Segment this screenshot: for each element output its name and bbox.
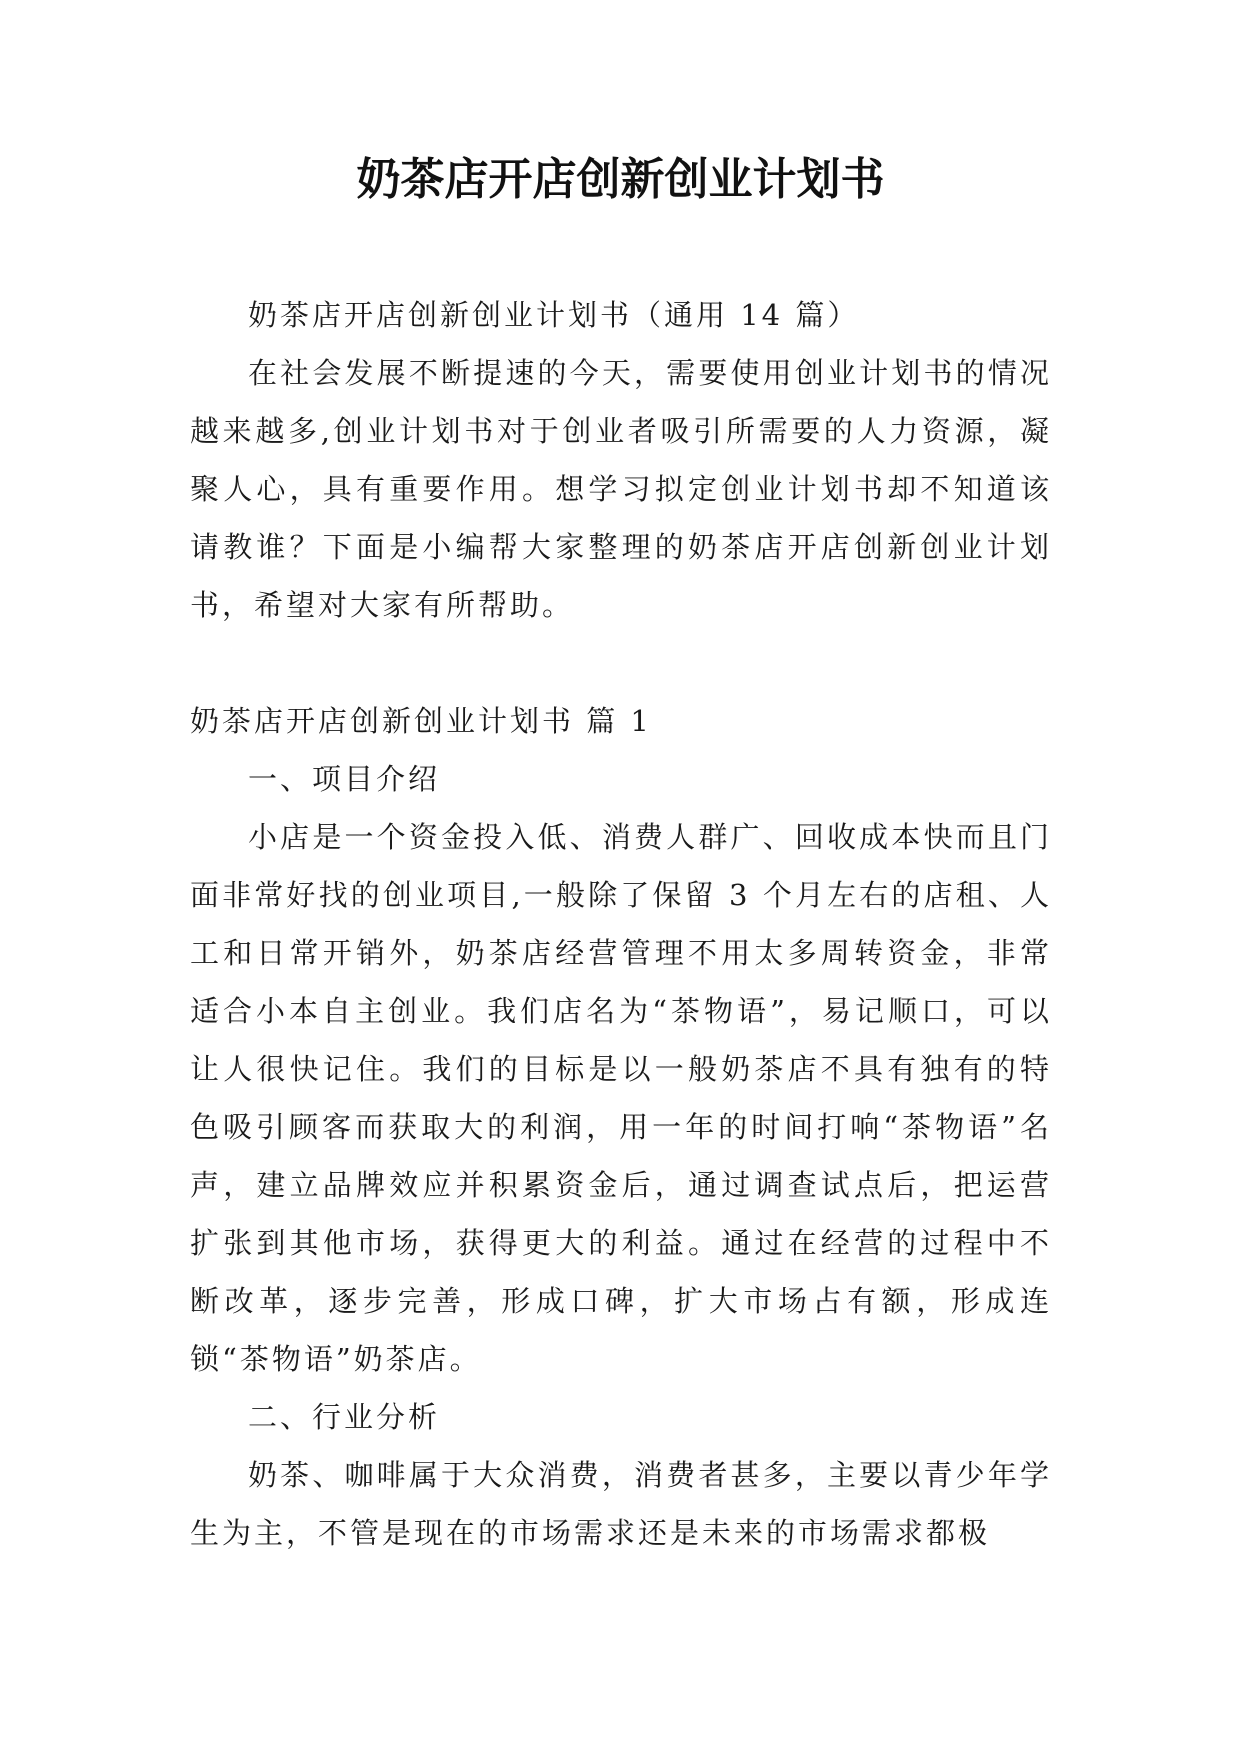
paragraph-spacer — [190, 634, 1052, 692]
intro-paragraph: 在社会发展不断提速的今天，需要使用创业计划书的情况越来越多,创业计划书对于创业者吸引所需要的人力资源，凝聚人心，具有重要作用。想学习拟定创业计划书却不知道该请教谁？下面是小编帮大家整理的奶茶店开店创新创业计划书，希望对大家有所帮助。 — [190, 356, 1052, 622]
document-body — [190, 286, 1052, 1562]
industry-analysis-paragraph: 奶茶、咖啡属于大众消费，消费者甚多，主要以青少年学生为主，不管是现在的市场需求还是未来的市场需求都极 — [190, 1458, 1052, 1550]
project-intro-paragraph: 小店是一个资金投入低、消费人群广、回收成本快而且门面非常好找的创业项目,一般除了保留 3 个月左右的店租、人工和日常开销外，奶茶店经营管理不用太多周转资金，非常适合小本自主创业。我们店名为“茶物语”，易记顺口，可以让人很快记住。我们的目标是以一般奶茶店不具有独有的特色吸引顾客而获取大的利润，用一年的时间打响“茶物语”名声，建立品牌效应并积累资金后，通过调查试点后，把运营扩张到其他市场，获得更大的利益。通过在经营的过程中不断改革，逐步完善，形成口碑，扩大市场占有额，形成连锁“茶物语”奶茶店。 — [190, 820, 1052, 1376]
heading-industry-analysis: 二、行业分析 — [248, 1400, 441, 1434]
document-subtitle: 奶茶店开店创新创业计划书（通用 14 篇） — [248, 298, 860, 332]
document-title: 奶茶店开店创新创业计划书 — [356, 154, 885, 205]
section-heading: 奶茶店开店创新创业计划书 篇 1 — [190, 704, 652, 738]
heading-project-intro: 一、项目介绍 — [248, 762, 441, 796]
